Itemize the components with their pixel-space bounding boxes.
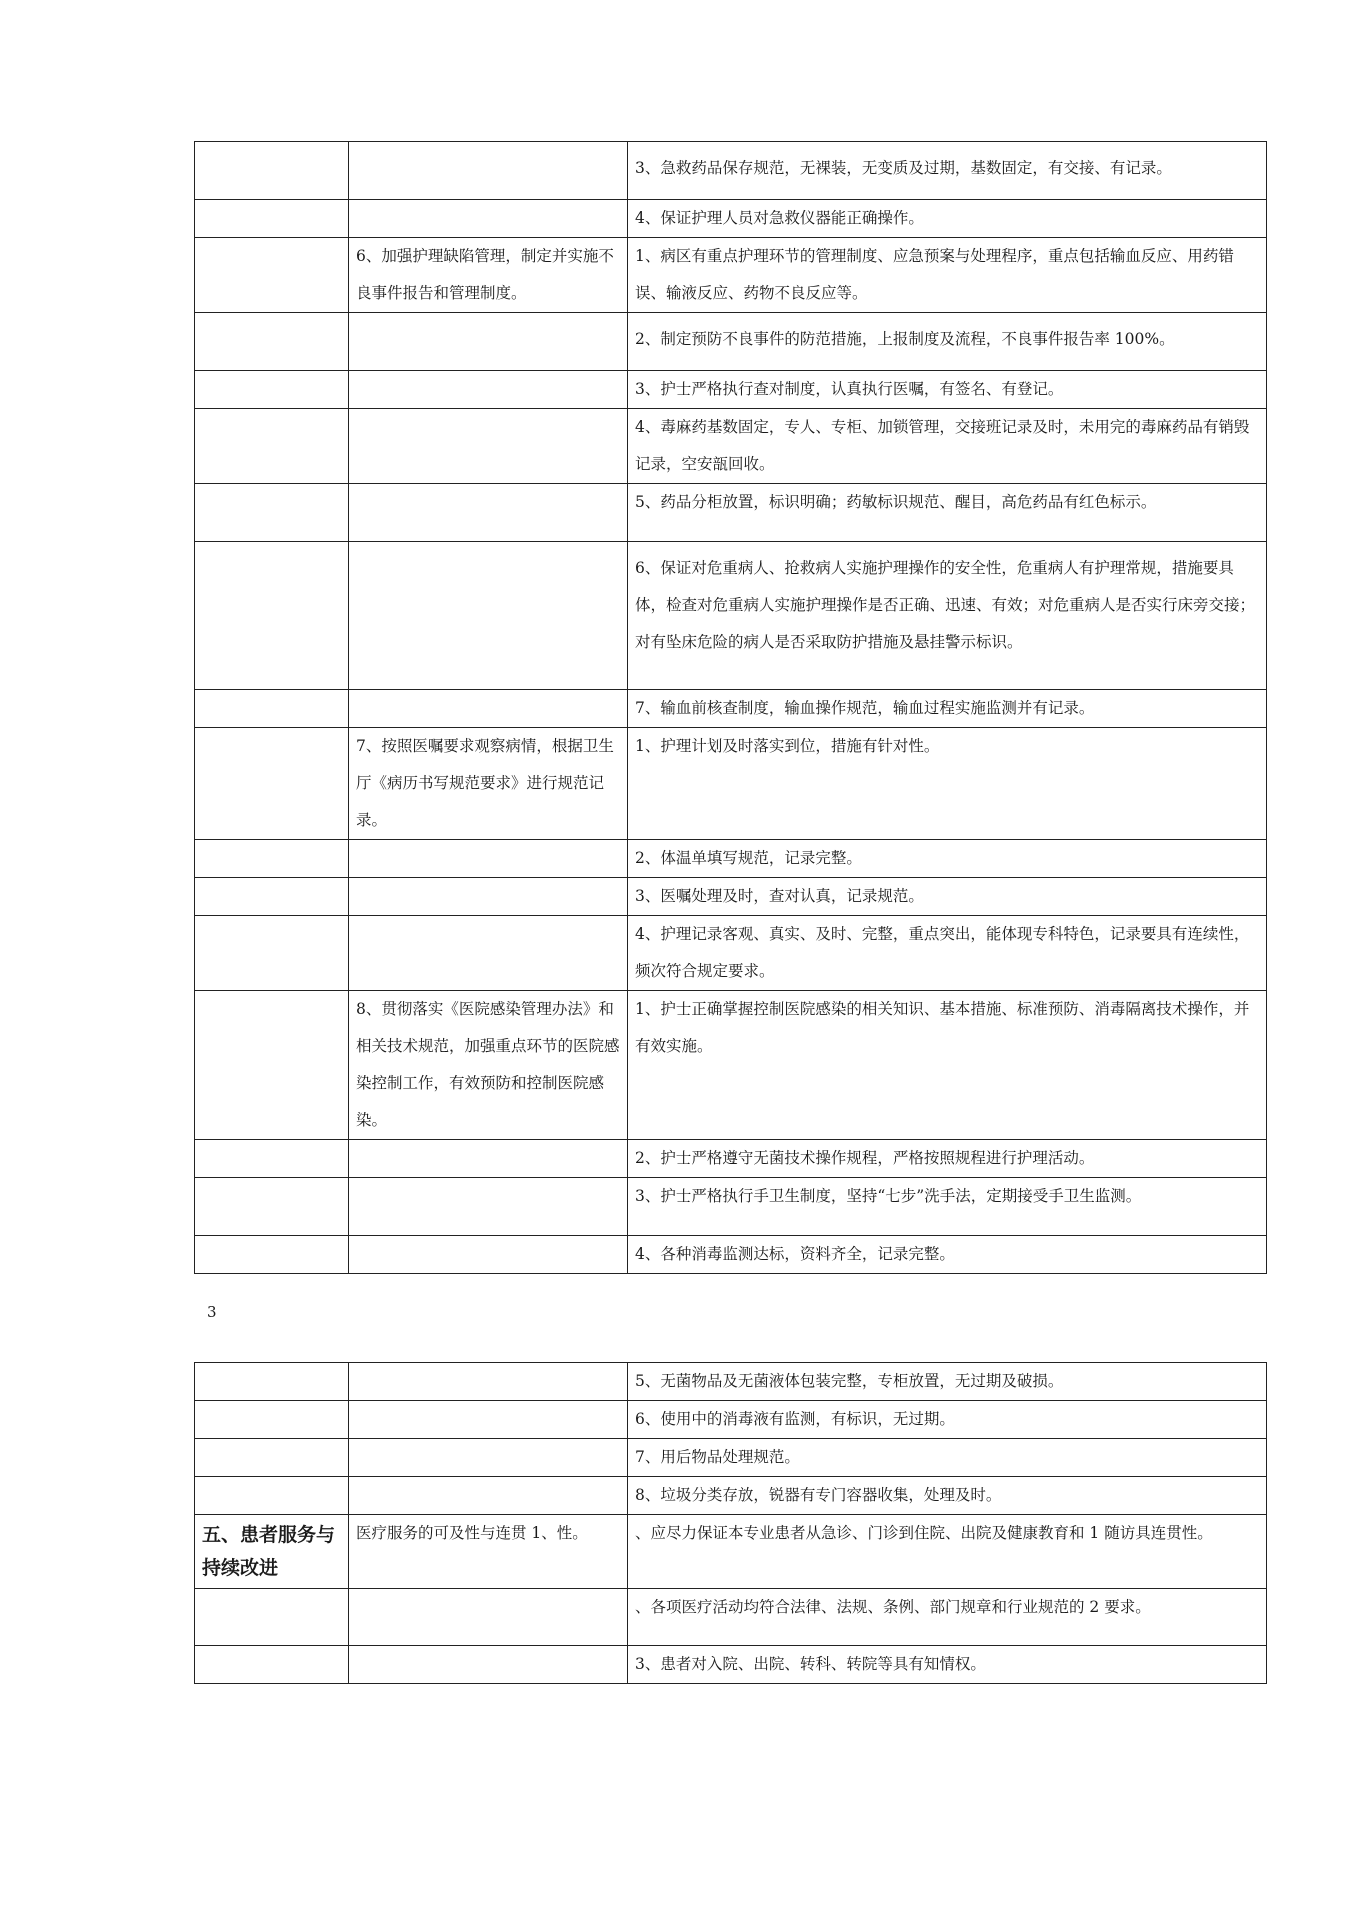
item-cell bbox=[349, 690, 628, 728]
item-cell bbox=[349, 1140, 628, 1178]
standards-table-bottom bbox=[194, 1362, 1267, 1684]
section-title-cell bbox=[195, 1515, 349, 1589]
item-cell bbox=[349, 1363, 628, 1401]
table-row bbox=[195, 238, 1267, 313]
category-cell bbox=[195, 991, 349, 1140]
item-cell bbox=[349, 1646, 628, 1684]
category-cell bbox=[195, 238, 349, 313]
item-cell bbox=[349, 1178, 628, 1236]
table-row bbox=[195, 728, 1267, 840]
requirement-cell: 3、护士严格执行查对制度，认真执行医嘱，有签名、有登记。 bbox=[628, 371, 1267, 409]
item-cell: 6、加强护理缺陷管理，制定并实施不良事件报告和管理制度。 bbox=[349, 238, 628, 313]
item-cell bbox=[349, 1589, 628, 1646]
requirement-cell: 1、护士正确掌握控制医院感染的相关知识、基本措施、标准预防、消毒隔离技术操作，并有效实施。 bbox=[628, 991, 1267, 1140]
page-number: 3 bbox=[207, 1303, 217, 1321]
item-cell: 医疗服务的可及性与连贯 1、性。 bbox=[349, 1515, 628, 1589]
item-cell bbox=[349, 916, 628, 991]
category-cell bbox=[195, 1140, 349, 1178]
table-row bbox=[195, 200, 1267, 238]
table-row bbox=[195, 409, 1267, 484]
item-cell: 8、贯彻落实《医院感染管理办法》和相关技术规范，加强重点环节的医院感染控制工作，有效预防和控制医院感染。 bbox=[349, 991, 628, 1140]
item-cell bbox=[349, 200, 628, 238]
category-cell bbox=[195, 840, 349, 878]
requirement-cell: 1、护理计划及时落实到位，措施有针对性。 bbox=[628, 728, 1267, 840]
requirement-cell: 3、患者对入院、出院、转科、转院等具有知情权。 bbox=[628, 1646, 1267, 1684]
requirement-cell: 、应尽力保证本专业患者从急诊、门诊到住院、出院及健康教育和 1 随访具连贯性。 bbox=[628, 1515, 1267, 1589]
category-cell bbox=[195, 371, 349, 409]
table-row bbox=[195, 1515, 1267, 1589]
category-cell bbox=[195, 542, 349, 690]
requirement-cell: 7、用后物品处理规范。 bbox=[628, 1439, 1267, 1477]
category-cell bbox=[195, 1477, 349, 1515]
item-cell bbox=[349, 142, 628, 200]
category-cell bbox=[195, 1363, 349, 1401]
table-row bbox=[195, 1439, 1267, 1477]
item-cell bbox=[349, 313, 628, 371]
category-cell bbox=[195, 916, 349, 991]
item-cell bbox=[349, 1477, 628, 1515]
table-row bbox=[195, 542, 1267, 690]
category-cell bbox=[195, 409, 349, 484]
item-cell bbox=[349, 878, 628, 916]
requirement-cell: 6、使用中的消毒液有监测，有标识，无过期。 bbox=[628, 1401, 1267, 1439]
section-title: 五、患者服务与持续改进 bbox=[202, 1524, 336, 1579]
item-cell bbox=[349, 1439, 628, 1477]
table-row bbox=[195, 1363, 1267, 1401]
requirement-cell: 4、各种消毒监测达标，资料齐全，记录完整。 bbox=[628, 1236, 1267, 1274]
requirement-cell: 8、垃圾分类存放，锐器有专门容器收集，处理及时。 bbox=[628, 1477, 1267, 1515]
requirement-cell: 1、病区有重点护理环节的管理制度、应急预案与处理程序，重点包括输血反应、用药错误、输液反应、药物不良反应等。 bbox=[628, 238, 1267, 313]
item-cell bbox=[349, 840, 628, 878]
item-cell bbox=[349, 484, 628, 542]
category-cell bbox=[195, 1236, 349, 1274]
category-cell bbox=[195, 1439, 349, 1477]
table-row bbox=[195, 1477, 1267, 1515]
category-cell bbox=[195, 200, 349, 238]
item-cell bbox=[349, 1401, 628, 1439]
item-cell bbox=[349, 371, 628, 409]
item-cell bbox=[349, 542, 628, 690]
requirement-cell: 2、体温单填写规范，记录完整。 bbox=[628, 840, 1267, 878]
requirement-cell: 、各项医疗活动均符合法律、法规、条例、部门规章和行业规范的 2 要求。 bbox=[628, 1589, 1267, 1646]
table-row bbox=[195, 313, 1267, 371]
category-cell bbox=[195, 1401, 349, 1439]
table-row bbox=[195, 1236, 1267, 1274]
table-row bbox=[195, 1589, 1267, 1646]
table-row bbox=[195, 1646, 1267, 1684]
item-cell: 7、按照医嘱要求观察病情，根据卫生厅《病历书写规范要求》进行规范记录。 bbox=[349, 728, 628, 840]
category-cell bbox=[195, 142, 349, 200]
table-row bbox=[195, 1401, 1267, 1439]
table-row bbox=[195, 484, 1267, 542]
requirement-cell: 4、保证护理人员对急救仪器能正确操作。 bbox=[628, 200, 1267, 238]
table-row bbox=[195, 371, 1267, 409]
table-row bbox=[195, 142, 1267, 200]
table-row bbox=[195, 690, 1267, 728]
requirement-cell: 3、医嘱处理及时，查对认真，记录规范。 bbox=[628, 878, 1267, 916]
table-row bbox=[195, 991, 1267, 1140]
category-cell bbox=[195, 1646, 349, 1684]
category-cell bbox=[195, 484, 349, 542]
category-cell bbox=[195, 313, 349, 371]
category-cell bbox=[195, 728, 349, 840]
requirement-cell: 6、保证对危重病人、抢救病人实施护理操作的安全性，危重病人有护理常规，措施要具体，检查对危重病人实施护理操作是否正确、迅速、有效；对危重病人是否实行床旁交接；对有坠床危险的病人是否采取防护措施及悬挂警示标识。 bbox=[628, 542, 1267, 690]
category-cell bbox=[195, 878, 349, 916]
table-row bbox=[195, 916, 1267, 991]
category-cell bbox=[195, 1589, 349, 1646]
requirement-cell: 4、护理记录客观、真实、及时、完整，重点突出，能体现专科特色，记录要具有连续性，频次符合规定要求。 bbox=[628, 916, 1267, 991]
requirement-cell: 5、药品分柜放置，标识明确；药敏标识规范、醒目，高危药品有红色标示。 bbox=[628, 484, 1267, 542]
item-cell bbox=[349, 409, 628, 484]
table-row bbox=[195, 1178, 1267, 1236]
requirement-cell: 3、急救药品保存规范，无裸装，无变质及过期，基数固定，有交接、有记录。 bbox=[628, 142, 1267, 200]
category-cell bbox=[195, 1178, 349, 1236]
requirement-cell: 3、护士严格执行手卫生制度，坚持“七步”洗手法，定期接受手卫生监测。 bbox=[628, 1178, 1267, 1236]
table-row bbox=[195, 878, 1267, 916]
requirement-cell: 5、无菌物品及无菌液体包装完整，专柜放置，无过期及破损。 bbox=[628, 1363, 1267, 1401]
requirement-cell: 2、护士严格遵守无菌技术操作规程，严格按照规程进行护理活动。 bbox=[628, 1140, 1267, 1178]
table-row bbox=[195, 1140, 1267, 1178]
requirement-cell: 4、毒麻药基数固定，专人、专柜、加锁管理，交接班记录及时，未用完的毒麻药品有销毁记录，空安瓿回收。 bbox=[628, 409, 1267, 484]
standards-table-top bbox=[194, 141, 1267, 1274]
item-cell bbox=[349, 1236, 628, 1274]
requirement-cell: 2、制定预防不良事件的防范措施，上报制度及流程，不良事件报告率 100%。 bbox=[628, 313, 1267, 371]
category-cell bbox=[195, 690, 349, 728]
requirement-cell: 7、输血前核查制度，输血操作规范，输血过程实施监测并有记录。 bbox=[628, 690, 1267, 728]
table-row bbox=[195, 840, 1267, 878]
